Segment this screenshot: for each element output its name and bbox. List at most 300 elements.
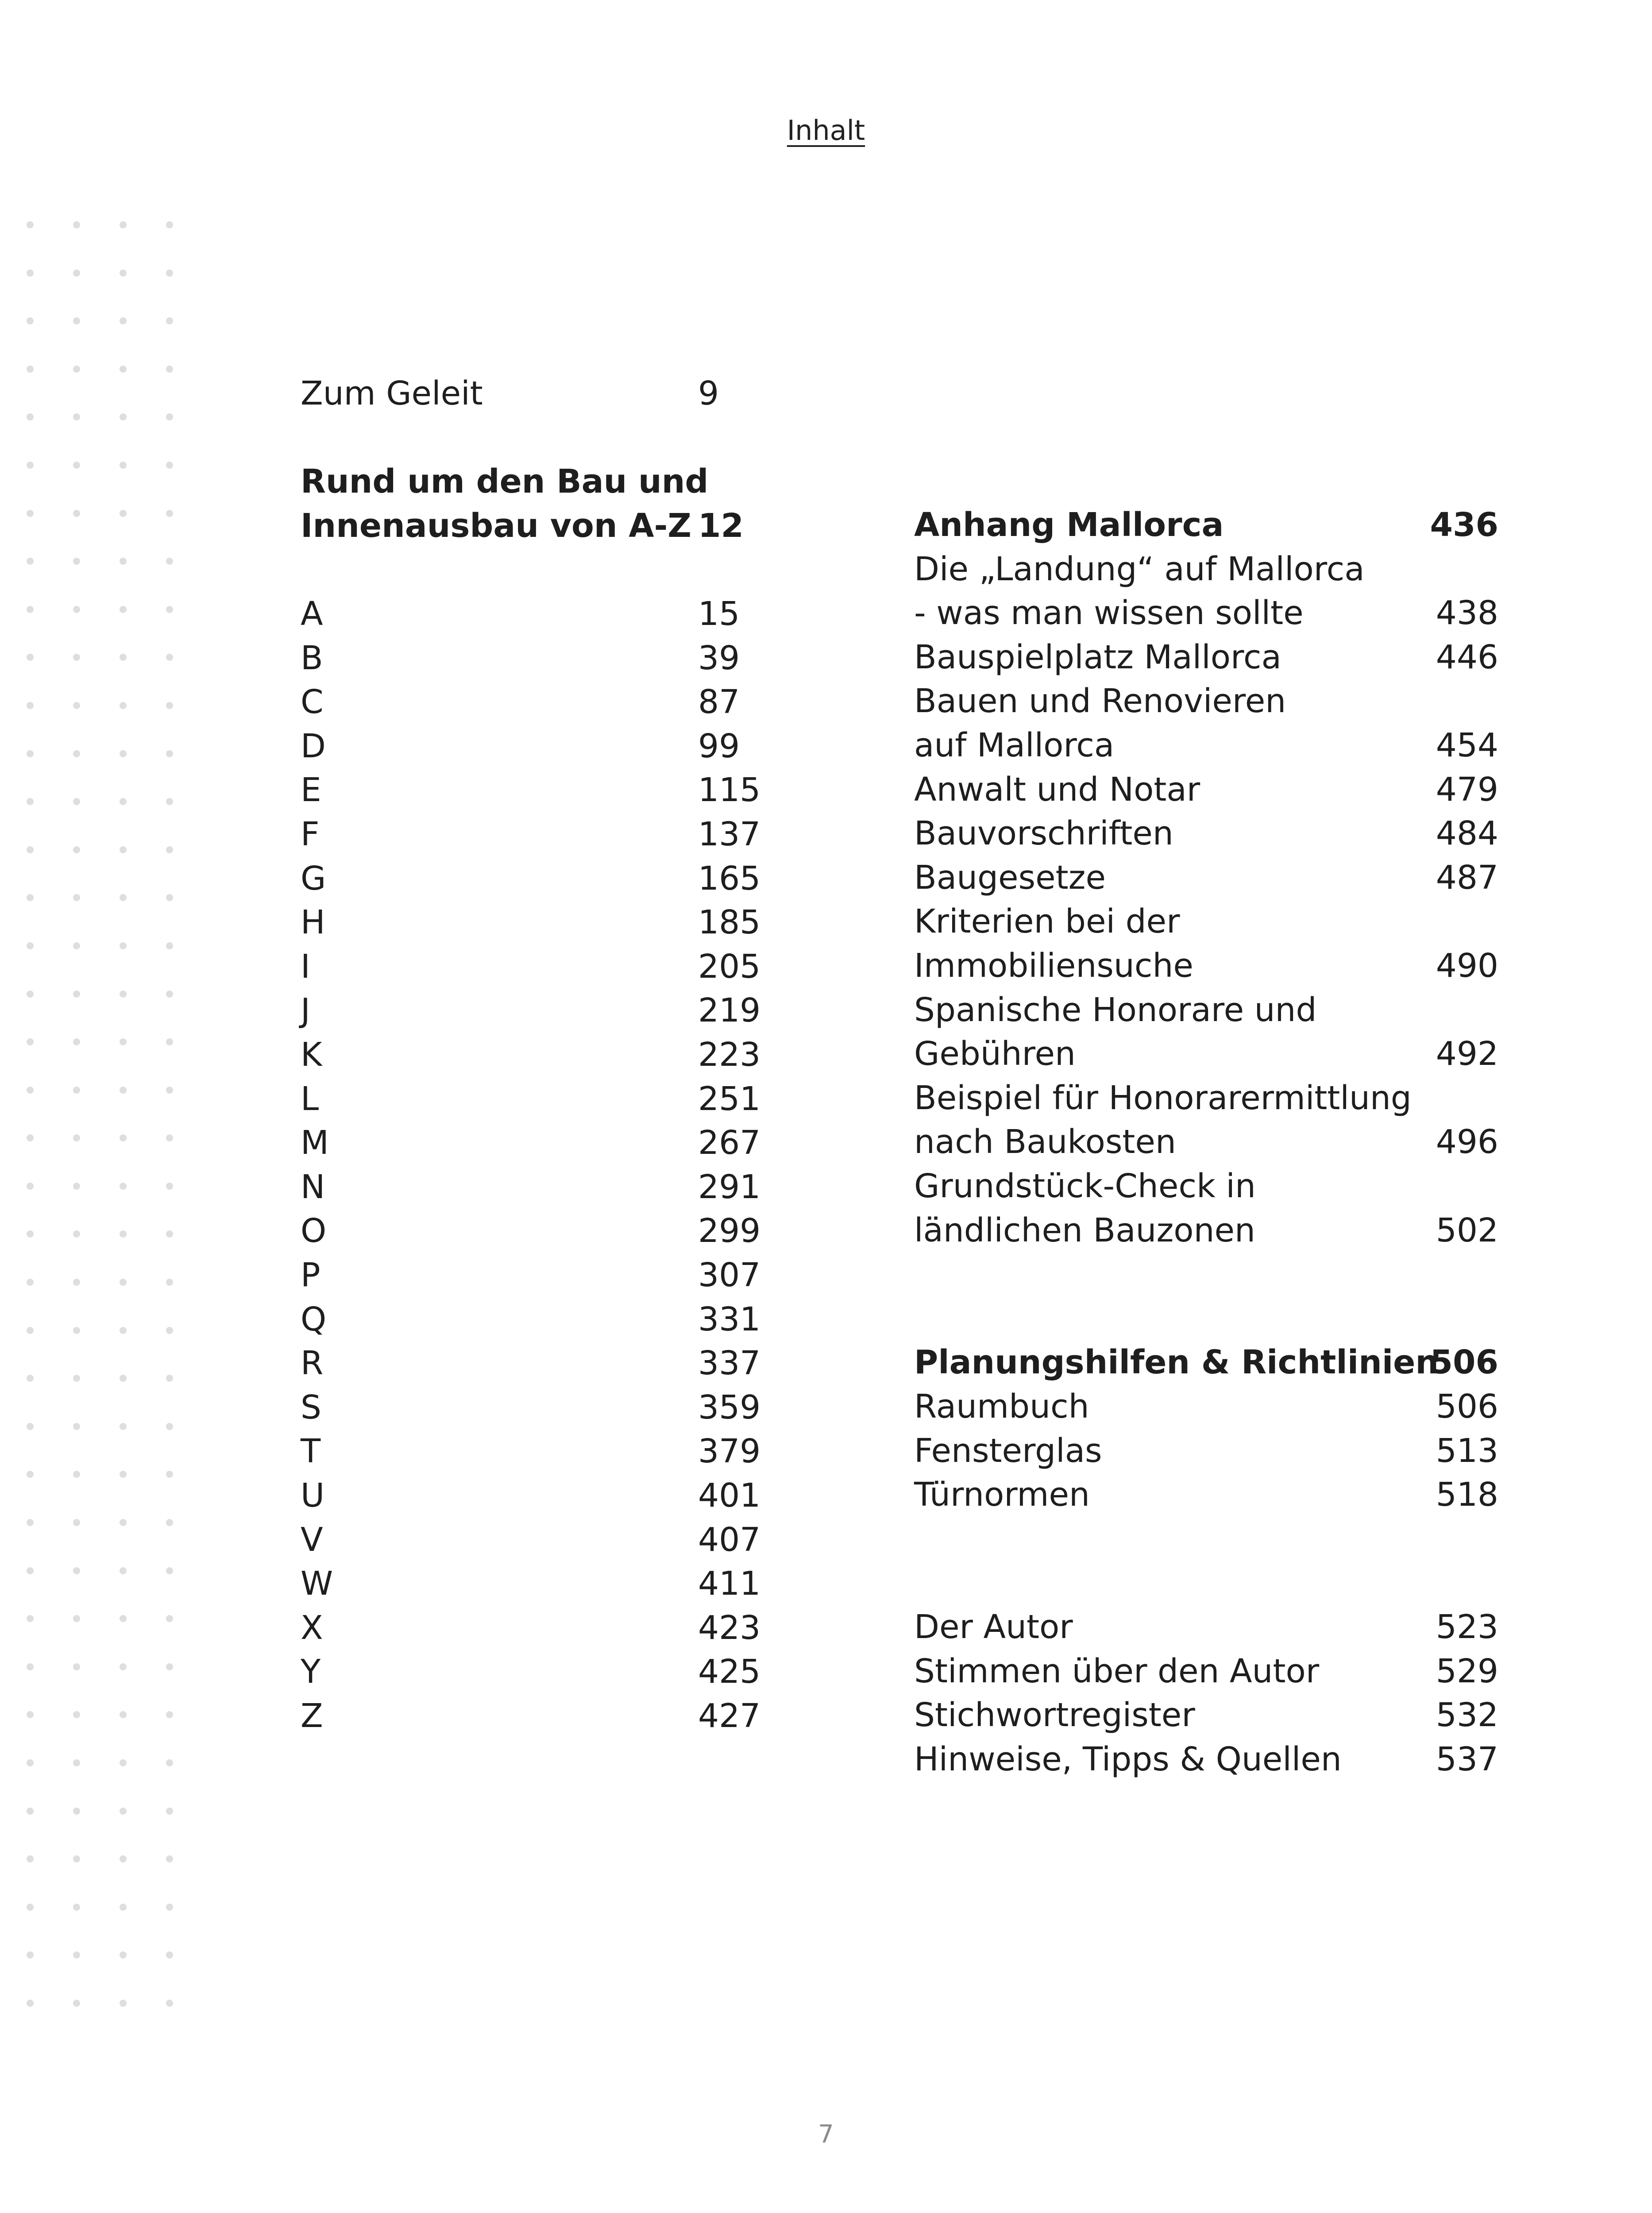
dot: [73, 462, 80, 469]
dot: [73, 1615, 80, 1622]
toc-entry-page: 12: [698, 506, 744, 545]
toc-entry: [301, 1562, 832, 1606]
toc-entry-title: K: [301, 1036, 322, 1074]
toc-entry: [914, 1297, 1498, 1341]
dot: [120, 1663, 127, 1670]
toc-entry-title: B: [301, 639, 323, 677]
toc-entry: [301, 1298, 832, 1342]
dot: [166, 1183, 173, 1190]
toc-entry-page: 532: [1436, 1696, 1498, 1735]
dot: [27, 1087, 34, 1094]
dot: [73, 1759, 80, 1766]
dot: [166, 654, 173, 661]
toc-entry-page: 87: [698, 683, 740, 721]
dot: [73, 606, 80, 613]
dot: [120, 942, 127, 949]
toc-entry-page: 436: [1430, 506, 1498, 544]
toc-entry-title: Türnormen: [914, 1476, 1090, 1514]
toc-entry-title: Rund um den Bau und: [301, 463, 709, 501]
toc-entry: [914, 1076, 1498, 1120]
dot: [166, 1375, 173, 1382]
dot: [120, 1423, 127, 1430]
toc-entry-title: F: [301, 815, 320, 853]
dot: [120, 1855, 127, 1862]
dot: [166, 798, 173, 805]
dot: [73, 1087, 80, 1094]
dot: [27, 1183, 34, 1190]
dot: [166, 1038, 173, 1045]
dot: [73, 317, 80, 324]
toc-entry: [914, 1650, 1498, 1693]
toc-entry: [301, 1606, 832, 1650]
toc-entry-title: X: [301, 1608, 323, 1647]
dot: [73, 654, 80, 661]
toc-entry-page: 427: [698, 1697, 761, 1735]
toc-entry-title: Immobiliensuche: [914, 947, 1193, 985]
dot: [120, 1375, 127, 1382]
dot: [166, 366, 173, 373]
dot: [27, 1134, 34, 1141]
toc-entry: [914, 679, 1498, 723]
toc-entry-title: Q: [301, 1300, 327, 1338]
dot: [166, 894, 173, 901]
toc-entry: [914, 768, 1498, 812]
dot: [73, 1567, 80, 1574]
toc-entry-title: Anwalt und Notar: [914, 770, 1200, 809]
toc-entry: [914, 1429, 1498, 1473]
toc-entry-title: U: [301, 1477, 325, 1515]
toc-entry-title: Die „Landung“ auf Mallorca: [914, 550, 1365, 588]
dot: [166, 317, 173, 324]
dot: [73, 942, 80, 949]
toc-entry: [301, 813, 832, 856]
toc-entry-page: 423: [698, 1608, 761, 1647]
dot: [120, 1230, 127, 1238]
dot: [73, 1471, 80, 1478]
dot: [73, 366, 80, 373]
toc-entry-title: Grundstück-Check in: [914, 1167, 1256, 1205]
toc-entry: [301, 1253, 832, 1297]
dot: [73, 1904, 80, 1911]
dot: [120, 1519, 127, 1526]
toc-entry-title: Hinweise, Tipps & Quellen: [914, 1740, 1342, 1778]
toc-entry-title: Beispiel für Honorarermittlung: [914, 1079, 1412, 1117]
dot: [27, 606, 34, 613]
dot: [27, 1663, 34, 1670]
toc-entry: [301, 680, 832, 724]
toc-entry-page: 446: [1436, 638, 1498, 676]
toc-entry-page: 487: [1436, 858, 1498, 897]
dot: [166, 558, 173, 565]
toc-entry: [914, 547, 1498, 591]
dot: [120, 1615, 127, 1622]
toc-entry: [914, 812, 1498, 856]
toc-entry-page: 401: [698, 1477, 761, 1515]
toc-entry-page: 411: [698, 1565, 761, 1603]
dot: [73, 1423, 80, 1430]
toc-entry-page: 331: [698, 1300, 761, 1338]
dot: [166, 462, 173, 469]
toc-entry: [914, 1209, 1498, 1253]
dot: [120, 1951, 127, 1959]
toc-entry-page: 307: [698, 1256, 761, 1294]
dot: [27, 798, 34, 805]
dot: [166, 1087, 173, 1094]
toc-entry-title: - was man wissen sollte: [914, 594, 1304, 632]
toc-entry-title: Spanische Honorare und: [914, 991, 1317, 1029]
toc-entry-title: T: [301, 1432, 321, 1471]
dot: [27, 1423, 34, 1430]
dot: [73, 991, 80, 998]
toc-entry: [914, 636, 1498, 679]
dot: [73, 750, 80, 757]
toc-entry: [914, 1341, 1498, 1384]
dot: [166, 1230, 173, 1238]
dot: [73, 1230, 80, 1238]
dot: [73, 1134, 80, 1141]
dot: [166, 510, 173, 517]
toc-entry: [301, 945, 832, 989]
toc-entry-page: 137: [698, 815, 761, 853]
toc-entry-page: 359: [698, 1388, 761, 1426]
dot: [120, 1087, 127, 1094]
dot: [27, 1567, 34, 1574]
dot: [166, 942, 173, 949]
toc-entry: [301, 592, 832, 636]
dot: [166, 1855, 173, 1862]
toc-entry-title: Bauen und Renovieren: [914, 682, 1286, 721]
dot: [120, 1279, 127, 1286]
toc-entry-title: Fensterglas: [914, 1431, 1102, 1470]
toc-entry-page: 502: [1436, 1211, 1498, 1249]
dot: [120, 1183, 127, 1190]
toc-entry-page: 291: [698, 1168, 761, 1206]
dot: [73, 1279, 80, 1286]
dot: [166, 2000, 173, 2007]
dot: [120, 991, 127, 998]
toc-entry-title: D: [301, 727, 326, 765]
dot: [120, 221, 127, 228]
dot: [120, 654, 127, 661]
dot: [27, 366, 34, 373]
dot: [166, 1904, 173, 1911]
toc-entry-title: G: [301, 859, 326, 898]
dot: [120, 2000, 127, 2007]
toc-entry-title: nach Baukosten: [914, 1123, 1176, 1161]
toc-entry-page: 337: [698, 1344, 761, 1383]
dot: [73, 1951, 80, 1959]
dot: [120, 1567, 127, 1574]
dot: [166, 1327, 173, 1334]
toc-entry-title: C: [301, 683, 324, 721]
toc-entry-page: 529: [1436, 1652, 1498, 1690]
dot: [73, 702, 80, 709]
dot: [120, 270, 127, 277]
toc-entry-title: L: [301, 1080, 319, 1118]
toc-entry-title: W: [301, 1565, 333, 1603]
dot: [166, 1711, 173, 1718]
toc-entry: [914, 1253, 1498, 1296]
dot: [73, 2000, 80, 2007]
toc-entry: [301, 989, 832, 1033]
page-header: [0, 114, 1652, 147]
toc-entry: [914, 900, 1498, 944]
toc-entry-title: S: [301, 1388, 321, 1426]
dot: [73, 1375, 80, 1382]
toc-entry: [914, 1385, 1498, 1429]
toc-entry-page: 299: [698, 1212, 761, 1250]
dot: [120, 1134, 127, 1141]
toc-entry: [914, 591, 1498, 635]
dot: [166, 606, 173, 613]
toc-entry-title: R: [301, 1344, 324, 1383]
dot: [166, 1615, 173, 1622]
dot: [120, 1904, 127, 1911]
dot: [73, 846, 80, 853]
toc-entry-title: N: [301, 1168, 325, 1206]
toc-entry: [301, 636, 832, 680]
dot: [166, 750, 173, 757]
toc-entry: [301, 548, 832, 592]
dot: [73, 798, 80, 805]
dot: [120, 1808, 127, 1815]
dot: [27, 2000, 34, 2007]
dot: [27, 654, 34, 661]
toc-entry-page: 492: [1436, 1035, 1498, 1073]
dot: [166, 1471, 173, 1478]
dot: [166, 413, 173, 420]
toc-entry-page: 165: [698, 859, 761, 898]
dot: [27, 1327, 34, 1334]
dot: [120, 1327, 127, 1334]
toc-entry-title: Bauspielplatz Mallorca: [914, 638, 1281, 676]
dot: [73, 1038, 80, 1045]
toc-entry-title: Kriterien bei der: [914, 902, 1180, 941]
dot: [27, 510, 34, 517]
dot: [27, 846, 34, 853]
dot: [166, 991, 173, 998]
toc-entry-page: 185: [698, 903, 761, 942]
toc-entry-title: Der Autor: [914, 1608, 1073, 1646]
toc-entry-page: 518: [1436, 1476, 1498, 1514]
dot: [73, 413, 80, 420]
dot: [27, 1519, 34, 1526]
toc-entry-title: E: [301, 771, 321, 810]
dot: [27, 317, 34, 324]
dot: [120, 462, 127, 469]
toc-entry-title: Stichwortregister: [914, 1696, 1195, 1735]
toc-entry-page: 537: [1436, 1740, 1498, 1778]
dot: [166, 1808, 173, 1815]
toc-entry-title: P: [301, 1256, 320, 1294]
dot: [120, 798, 127, 805]
dot: [166, 1279, 173, 1286]
dot: [27, 270, 34, 277]
dot: [73, 1327, 80, 1334]
toc-entry-page: 251: [698, 1080, 761, 1118]
dot: [73, 558, 80, 565]
dot: [73, 894, 80, 901]
toc-entry-page: 219: [698, 991, 761, 1030]
toc-entry: [301, 372, 832, 416]
toc-entry: [914, 503, 1498, 547]
dot: [120, 413, 127, 420]
dot: [27, 1759, 34, 1766]
toc-entry-page: 39: [698, 639, 740, 677]
dot: [27, 413, 34, 420]
toc-entry-page: 484: [1436, 814, 1498, 853]
toc-entry: [301, 901, 832, 945]
toc-entry: [914, 1605, 1498, 1649]
dot: [166, 846, 173, 853]
toc-entry-title: Z: [301, 1697, 323, 1735]
toc-entry: [301, 1650, 832, 1694]
dot: [120, 750, 127, 757]
toc-entry-title: Anhang Mallorca: [914, 506, 1224, 544]
toc-entry-title: Raumbuch: [914, 1388, 1089, 1426]
toc-entry-title: Innenausbau von A-Z: [301, 506, 691, 545]
dot: [120, 894, 127, 901]
toc-entry: [914, 1561, 1498, 1605]
toc-entry-page: 506: [1430, 1343, 1498, 1382]
toc-entry: [301, 504, 832, 548]
toc-entry-title: Zum Geleit: [301, 374, 483, 413]
toc-entry: [301, 768, 832, 812]
toc-entry-page: 379: [698, 1432, 761, 1471]
toc-entry: [914, 1473, 1498, 1517]
toc-entry: [301, 857, 832, 901]
dot: [166, 270, 173, 277]
dot: [27, 1855, 34, 1862]
page-number: 7: [818, 2120, 834, 2149]
dot: [27, 558, 34, 565]
toc-entry: [914, 1120, 1498, 1164]
toc-entry: [301, 1165, 832, 1209]
toc-entry-page: 205: [698, 947, 761, 986]
toc-entry: [301, 725, 832, 768]
toc-entry: [914, 944, 1498, 988]
toc-entry: [914, 856, 1498, 900]
dot: [27, 221, 34, 228]
toc-entry: [914, 1738, 1498, 1781]
toc-entry-page: 490: [1436, 947, 1498, 985]
dot: [27, 1038, 34, 1045]
dot: [73, 221, 80, 228]
dot: [120, 558, 127, 565]
dot: [166, 702, 173, 709]
toc-entry-page: 513: [1436, 1431, 1498, 1470]
toc-entry-page: 267: [698, 1124, 761, 1162]
dot: [27, 991, 34, 998]
dot: [27, 750, 34, 757]
dot: [120, 1471, 127, 1478]
dot: [73, 1711, 80, 1718]
dot: [120, 846, 127, 853]
dot: [27, 1615, 34, 1622]
dot: [120, 702, 127, 709]
dot: [27, 1808, 34, 1815]
toc-entry: [301, 416, 832, 460]
dot: [27, 1375, 34, 1382]
toc-entry: [301, 1121, 832, 1165]
toc-entry-title: V: [301, 1520, 323, 1559]
dot: [73, 1663, 80, 1670]
toc-entry-page: 99: [698, 727, 740, 765]
toc-entry-page: 9: [698, 374, 719, 413]
dot: [120, 317, 127, 324]
toc-entry-title: I: [301, 947, 310, 986]
toc-entry: [301, 1386, 832, 1430]
toc-entry: [301, 1518, 832, 1562]
toc-entry: [301, 1209, 832, 1253]
dot: [166, 1519, 173, 1526]
dot: [166, 1951, 173, 1959]
toc-entry-title: Stimmen über den Autor: [914, 1652, 1320, 1690]
dot: [120, 1759, 127, 1766]
toc-entry-page: 425: [698, 1653, 761, 1691]
dot: [73, 1183, 80, 1190]
toc-entry-title: Baugesetze: [914, 858, 1106, 897]
toc-entry: [914, 1164, 1498, 1208]
toc-entry-title: ländlichen Bauzonen: [914, 1211, 1255, 1249]
toc-entry-page: 496: [1436, 1123, 1498, 1161]
toc-entry: [301, 1474, 832, 1518]
toc-entry-page: 523: [1436, 1608, 1498, 1646]
dot: [27, 1711, 34, 1718]
dot: [120, 1711, 127, 1718]
toc-entry-page: 223: [698, 1036, 761, 1074]
toc-entry-page: 115: [698, 771, 761, 810]
toc-entry-page: 438: [1436, 594, 1498, 632]
dot: [27, 1904, 34, 1911]
toc-entry-page: 479: [1436, 770, 1498, 809]
dot: [73, 1855, 80, 1862]
toc-entry-title: M: [301, 1124, 329, 1162]
dot: [120, 510, 127, 517]
dot: [166, 1423, 173, 1430]
toc-entry: [301, 1077, 832, 1121]
toc-entry-page: 407: [698, 1520, 761, 1559]
toc-entry-title: H: [301, 903, 325, 942]
dot: [166, 221, 173, 228]
toc-entry: [914, 724, 1498, 767]
dot: [27, 462, 34, 469]
dot: [166, 1134, 173, 1141]
toc-entry-page: 15: [698, 595, 740, 633]
toc-entry-title: O: [301, 1212, 327, 1250]
toc-entry: [914, 1032, 1498, 1076]
dot: [120, 606, 127, 613]
header-title: Inhalt: [787, 114, 865, 147]
toc-entry: [301, 1033, 832, 1077]
dot: [27, 1951, 34, 1959]
toc-entry-title: A: [301, 595, 323, 633]
toc-entry-title: Y: [301, 1653, 321, 1691]
dot-pattern-decoration: [18, 212, 204, 2027]
toc-entry-title: Bauvorschriften: [914, 814, 1173, 853]
dot: [120, 1038, 127, 1045]
toc-entry: [914, 988, 1498, 1032]
dot: [73, 1519, 80, 1526]
toc-entry: [301, 1342, 832, 1385]
toc-entry: [301, 1430, 832, 1473]
dot: [73, 510, 80, 517]
toc-entry: [914, 1517, 1498, 1561]
dot: [73, 270, 80, 277]
dot: [27, 1471, 34, 1478]
dot: [166, 1663, 173, 1670]
toc-entry: [301, 1694, 832, 1738]
